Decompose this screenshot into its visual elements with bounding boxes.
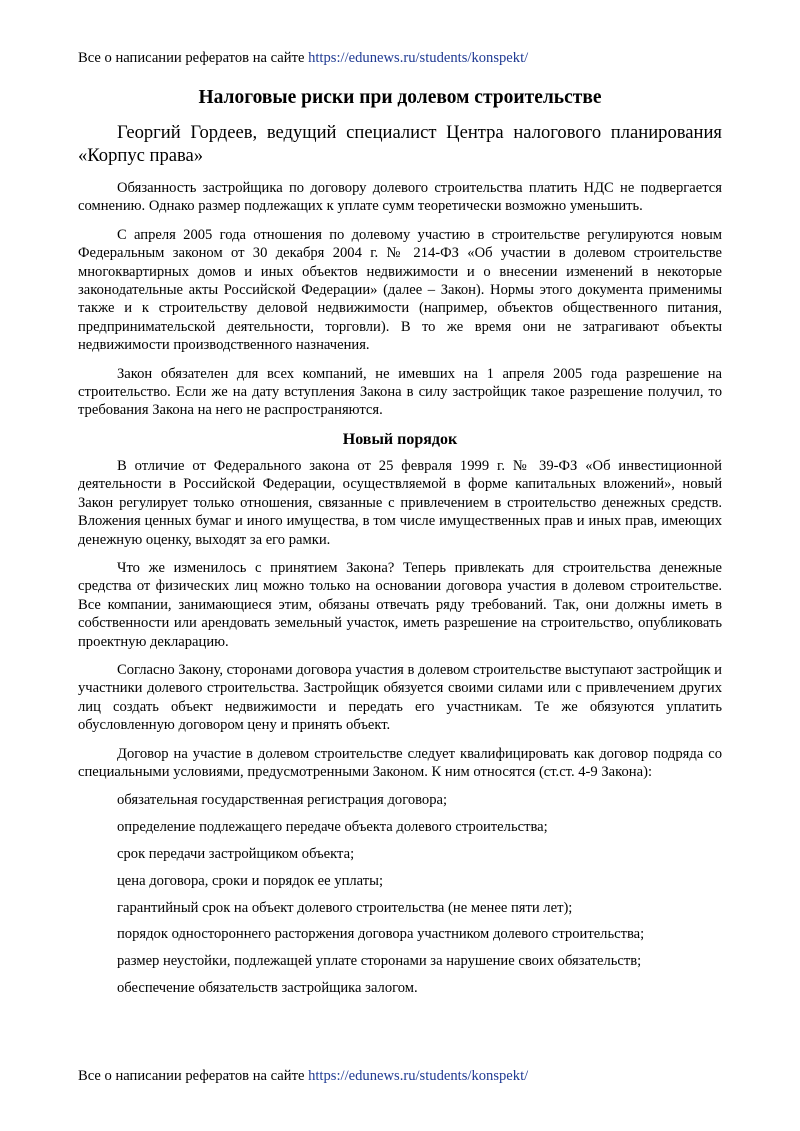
list-item: гарантийный срок на объект долевого строительства (не менее пяти лет);	[117, 899, 573, 916]
paragraph: Что же изменилось с принятием Закона? Теперь привлекать для строительства денежные средства от физических лиц можно только на основании договора участия в долевом строительстве. Все компании, занимающиеся этим, обязаны отвечать ряду требований. Так, они должны иметь в собственности или арендовать земельный участок, иметь разрешение на строительство, опубликовать проектную декларацию.	[78, 559, 722, 650]
footer-text: Все о написании рефератов на сайте	[78, 1068, 309, 1084]
paragraph: С апреля 2005 года отношения по долевому участию в строительстве регулируются новым Федеральным законом от 30 декабря 2004 г. № 214-ФЗ «Об участии в долевом строительстве многоквартирных домов и иных объектов недвижимости и о внесении изменений в некоторые законодательные акты Российской Федерации» (далее – Закон). Нормы этого документа применимы также и к строительству деловой недвижимости (например, объектов общественного питания, предпринимательской деятельности, торговли). В то же время они не затрагивают объекты недвижимости производственного назначения.	[78, 226, 722, 354]
list-item: обеспечение обязательств застройщика залогом.	[117, 979, 418, 996]
article-content	[78, 86, 722, 1006]
article-author: Георгий Гордеев, ведущий специалист Центра налогового планирования «Корпус права»	[78, 122, 722, 166]
header-link[interactable]: https://edunews.ru/students/konspekt/	[308, 50, 529, 66]
footer-link[interactable]: https://edunews.ru/students/konspekt/	[308, 1068, 529, 1084]
page-footer	[78, 1067, 722, 1085]
list-item: обязательная государственная регистрация договора;	[117, 792, 448, 809]
paragraph: Обязанность застройщика по договору долевого строительства платить НДС не подвергается сомнению. Однако размер подлежащих к уплате сумм теоретически возможно уменьшить.	[78, 180, 722, 215]
article-title: Налоговые риски при долевом строительстве	[198, 87, 602, 108]
list-item: цена договора, сроки и порядок ее уплаты;	[117, 872, 384, 889]
list-item: определение подлежащего передаче объекта долевого строительства;	[117, 819, 548, 836]
paragraph: Согласно Закону, сторонами договора участия в долевом строительстве выступают застройщик и участники долевого строительства. Застройщик обязуется своими силами или с привлечением других лиц создать объект недвижимости и передать его участникам. Те же обязуются уплатить обусловленную договором цену и принять объект.	[78, 661, 722, 734]
paragraph: Договор на участие в долевом строительстве следует квалифицировать как договор подряда со специальными условиями, предусмотренными Законом. К ним относятся (ст.ст. 4-9 Закона):	[78, 745, 722, 780]
header-text: Все о написании рефератов на сайте	[78, 50, 309, 66]
conditions-list	[78, 791, 722, 997]
section-heading: Новый порядок	[342, 430, 458, 448]
list-item: срок передачи застройщиком объекта;	[117, 845, 355, 862]
list-item: размер неустойки, подлежащей уплате сторонами за нарушение своих обязательств;	[117, 953, 642, 970]
page-header	[78, 49, 722, 67]
paragraph: В отличие от Федерального закона от 25 февраля 1999 г. № 39-ФЗ «Об инвестиционной деятельности в Российской Федерации, осуществляемой в форме капитальных вложений», новый Закон регулирует только отношения, связанные с привлечением в строительство денежных средств. Вложения ценных бумаг и иного имущества, в том числе имущественных прав и иных прав, имеющих денежную оценку, выходят за его рамки.	[78, 457, 722, 548]
paragraph: Закон обязателен для всех компаний, не имевших на 1 апреля 2005 года разрешение на строительство. Если же на дату вступления Закона в силу застройщик такое разрешение получил, то требования Закона на него не распространяются.	[78, 365, 722, 419]
list-item: порядок одностороннего расторжения договора участником долевого строительства;	[117, 926, 645, 943]
